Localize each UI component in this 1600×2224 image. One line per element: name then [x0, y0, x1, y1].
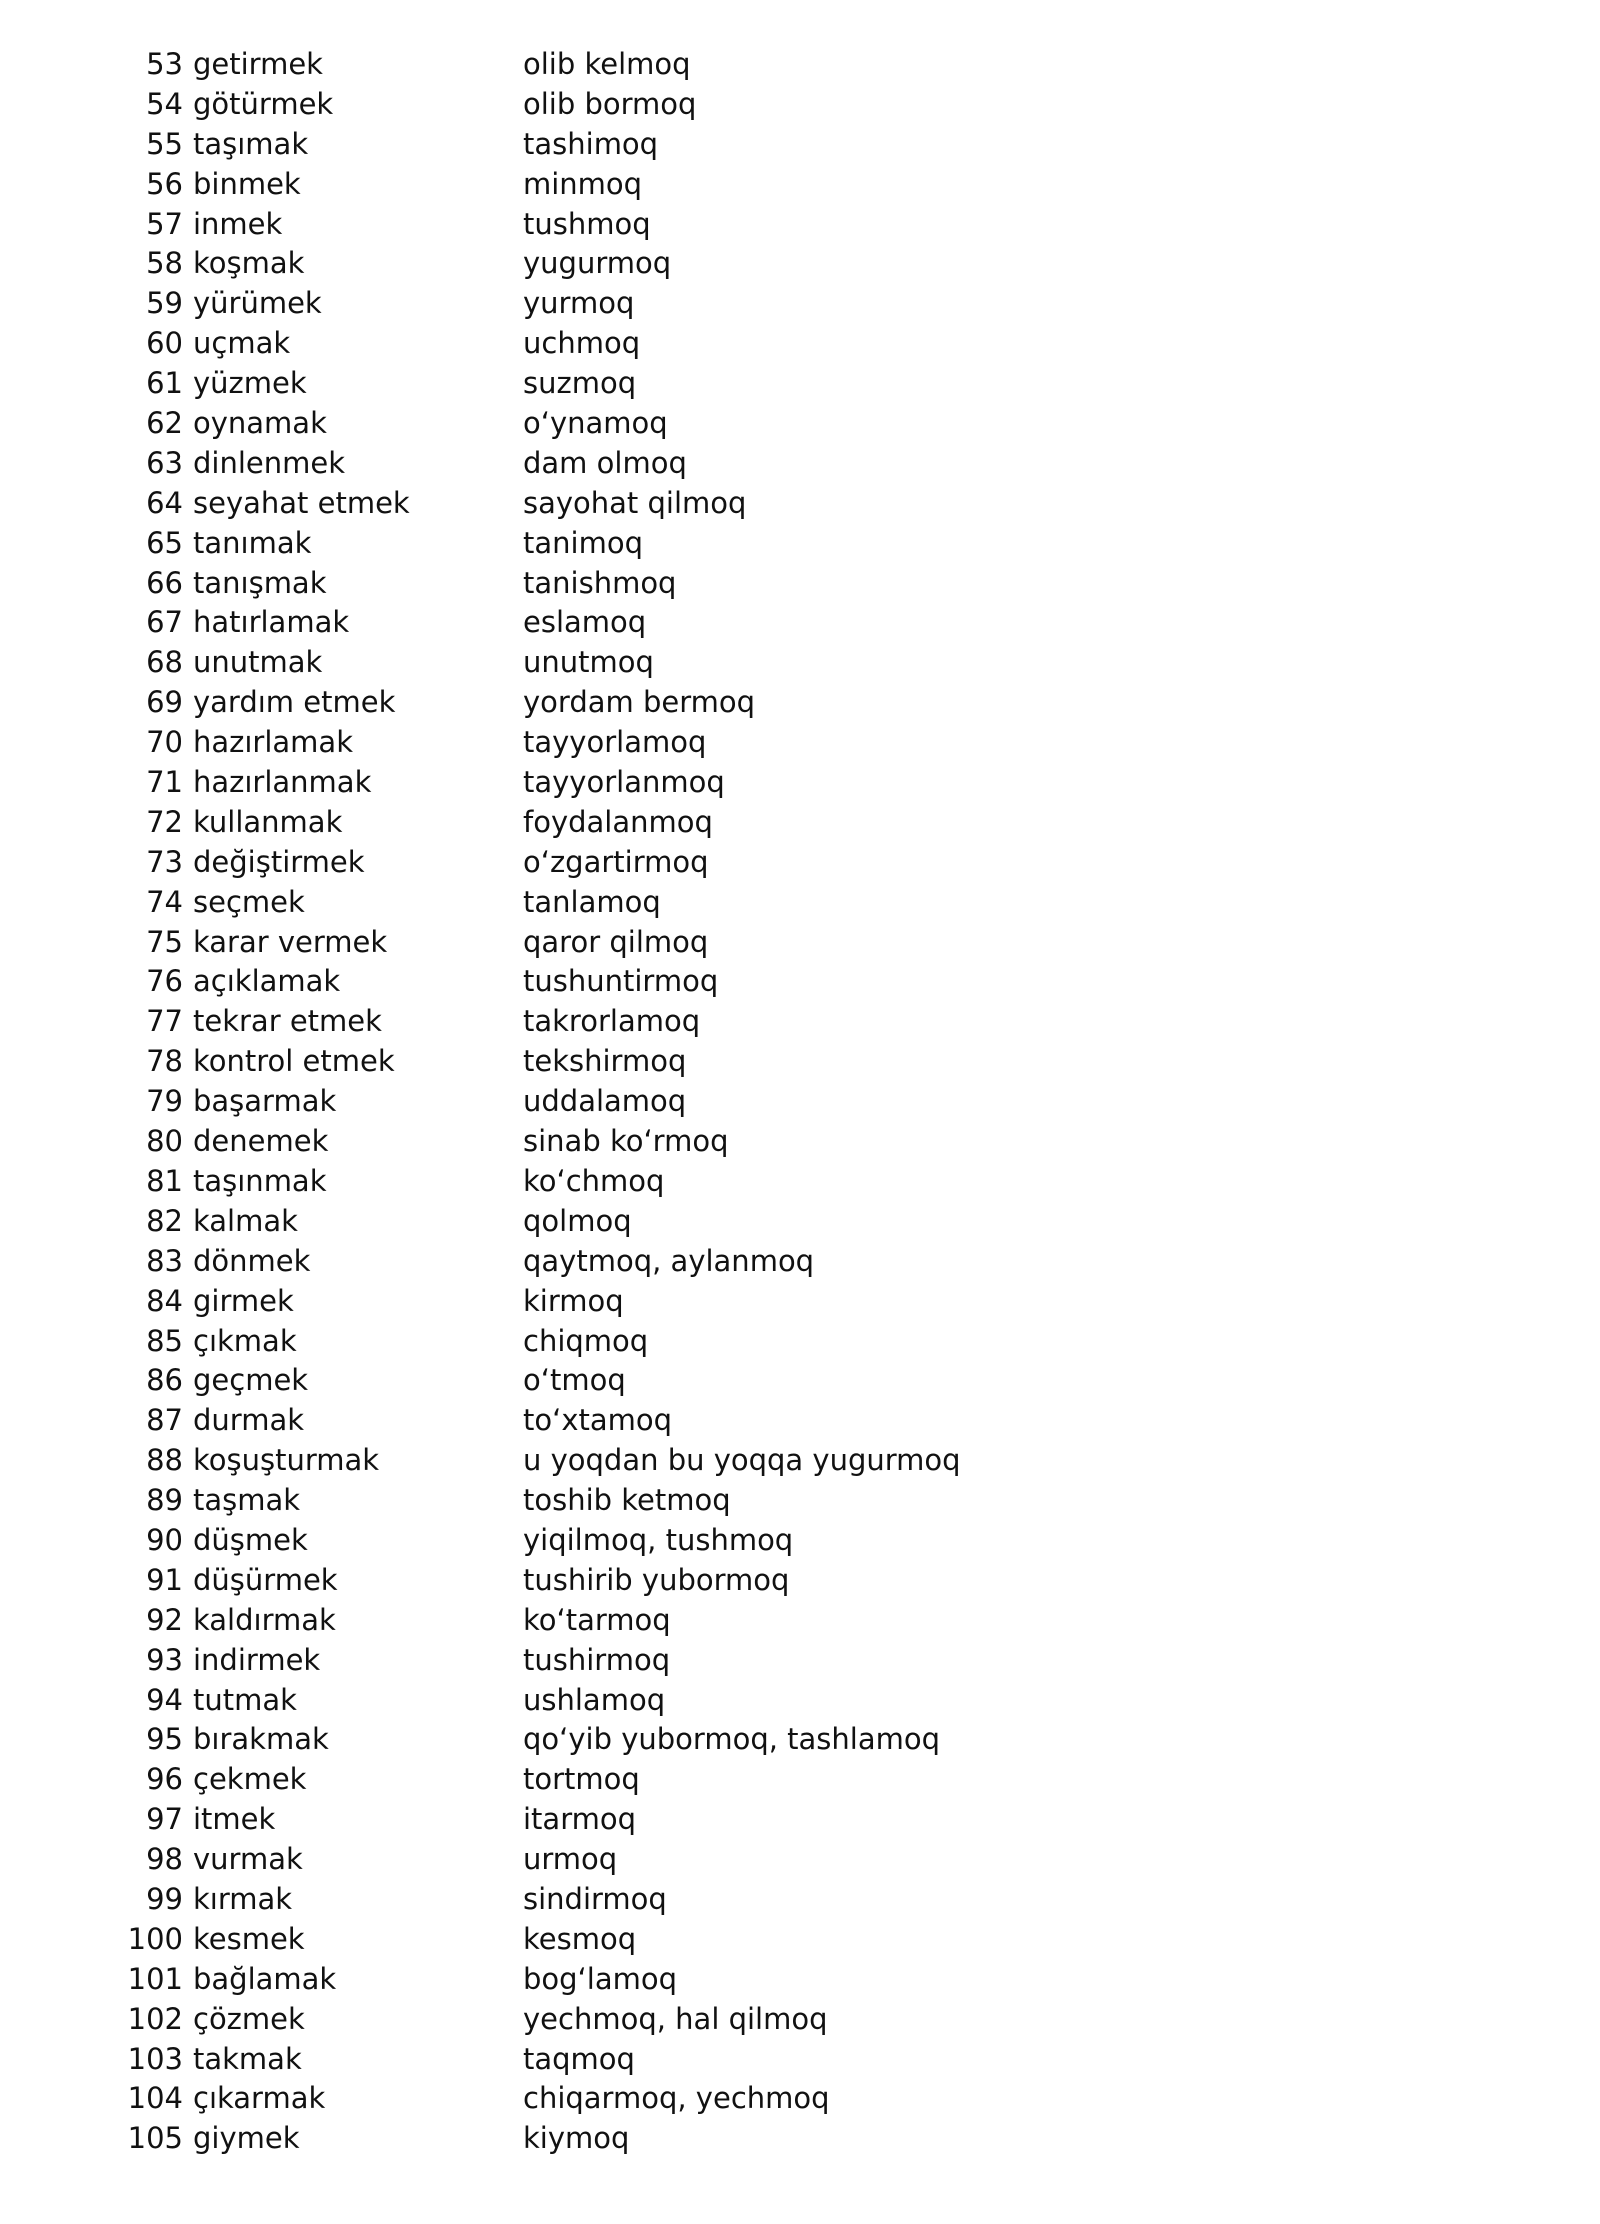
- uzbek-translation: qolmoq: [523, 1203, 632, 1238]
- entry-number: 94: [146, 1682, 183, 1717]
- turkish-word: kesmek: [193, 1921, 305, 1956]
- entry-number: 55: [146, 126, 183, 161]
- turkish-word: hatırlamak: [193, 605, 350, 640]
- turkish-word: yardım etmek: [193, 685, 396, 720]
- vocab-row: [0, 1122, 1600, 1162]
- entry-number: 90: [146, 1522, 183, 1557]
- vocabulary-list: [0, 45, 1600, 2159]
- uzbek-translation: ko‘tarmoq: [523, 1602, 671, 1637]
- turkish-word: düşmek: [193, 1522, 308, 1557]
- turkish-word: kalmak: [193, 1203, 298, 1238]
- turkish-word: çıkarmak: [193, 2081, 326, 2116]
- turkish-word: taşınmak: [193, 1163, 327, 1198]
- turkish-word: dinlenmek: [193, 445, 346, 480]
- turkish-word: girmek: [193, 1283, 294, 1318]
- uzbek-translation: tushmoq: [523, 206, 651, 241]
- entry-number: 77: [146, 1004, 183, 1039]
- vocab-row: [0, 683, 1600, 723]
- vocab-row: [0, 564, 1600, 604]
- vocab-row: [0, 1322, 1600, 1362]
- entry-number: 101: [127, 1961, 183, 1996]
- turkish-word: itmek: [193, 1802, 276, 1837]
- turkish-word: karar vermek: [193, 924, 388, 959]
- turkish-word: çıkmak: [193, 1323, 297, 1358]
- uzbek-translation: takrorlamoq: [523, 1004, 701, 1039]
- uzbek-translation: o‘zgartirmoq: [523, 844, 709, 879]
- turkish-word: inmek: [193, 206, 283, 241]
- vocab-row: [0, 2119, 1600, 2159]
- vocab-row: [0, 1760, 1600, 1800]
- vocab-row: [0, 643, 1600, 683]
- turkish-word: götürmek: [193, 86, 334, 121]
- entry-number: 64: [146, 485, 183, 520]
- turkish-word: indirmek: [193, 1642, 321, 1677]
- entry-number: 59: [146, 286, 183, 321]
- entry-number: 58: [146, 246, 183, 281]
- vocab-row: [0, 1681, 1600, 1721]
- vocab-row: [0, 803, 1600, 843]
- vocab-row: [0, 1920, 1600, 1960]
- vocab-row: [0, 2079, 1600, 2119]
- entry-number: 75: [146, 924, 183, 959]
- vocab-row: [0, 364, 1600, 404]
- entry-number: 74: [146, 884, 183, 919]
- vocab-row: [0, 1042, 1600, 1082]
- turkish-word: bırakmak: [193, 1722, 329, 1757]
- uzbek-translation: bog‘lamoq: [523, 1961, 678, 1996]
- uzbek-translation: yiqilmoq, tushmoq: [523, 1522, 794, 1557]
- vocab-row: [0, 1361, 1600, 1401]
- uzbek-translation: qaror qilmoq: [523, 924, 709, 959]
- vocab-row: [0, 843, 1600, 883]
- uzbek-translation: qaytmoq, aylanmoq: [523, 1243, 815, 1278]
- vocab-row: [0, 244, 1600, 284]
- vocab-row: [0, 1800, 1600, 1840]
- uzbek-translation: suzmoq: [523, 366, 637, 401]
- entry-number: 70: [146, 725, 183, 760]
- entry-number: 103: [127, 2041, 183, 2076]
- turkish-word: kırmak: [193, 1881, 293, 1916]
- uzbek-translation: tayyorlanmoq: [523, 765, 725, 800]
- entry-number: 72: [146, 804, 183, 839]
- entry-number: 68: [146, 645, 183, 680]
- entry-number: 104: [127, 2081, 183, 2116]
- turkish-word: getirmek: [193, 47, 323, 81]
- turkish-word: yürümek: [193, 286, 322, 321]
- uzbek-translation: tanlamoq: [523, 884, 661, 919]
- entry-number: 102: [127, 2001, 183, 2036]
- uzbek-translation: olib kelmoq: [523, 47, 691, 81]
- turkish-word: binmek: [193, 166, 301, 201]
- uzbek-translation: eslamoq: [523, 605, 647, 640]
- turkish-word: geçmek: [193, 1363, 309, 1398]
- entry-number: 91: [146, 1562, 183, 1597]
- uzbek-translation: qo‘yib yubormoq, tashlamoq: [523, 1722, 941, 1757]
- turkish-word: taşmak: [193, 1483, 301, 1518]
- vocab-row: [0, 1162, 1600, 1202]
- entry-number: 79: [146, 1084, 183, 1119]
- vocab-row: [0, 85, 1600, 125]
- uzbek-translation: o‘ynamoq: [523, 406, 668, 441]
- uzbek-translation: unutmoq: [523, 645, 654, 680]
- entry-number: 92: [146, 1602, 183, 1637]
- turkish-word: kaldırmak: [193, 1602, 336, 1637]
- entry-number: 82: [146, 1203, 183, 1238]
- uzbek-translation: tushirmoq: [523, 1642, 671, 1677]
- entry-number: 56: [146, 166, 183, 201]
- entry-number: 66: [146, 565, 183, 600]
- vocab-row: [0, 923, 1600, 963]
- turkish-word: seçmek: [193, 884, 305, 919]
- turkish-word: vurmak: [193, 1842, 303, 1877]
- vocab-row: [0, 1481, 1600, 1521]
- entry-number: 71: [146, 765, 183, 800]
- entry-number: 88: [146, 1443, 183, 1478]
- uzbek-translation: sayohat qilmoq: [523, 485, 747, 520]
- vocab-row: [0, 165, 1600, 205]
- turkish-word: değiştirmek: [193, 844, 365, 879]
- vocab-row: [0, 404, 1600, 444]
- uzbek-translation: tushuntirmoq: [523, 964, 719, 999]
- uzbek-translation: yugurmoq: [523, 246, 672, 281]
- turkish-word: uçmak: [193, 326, 291, 361]
- vocab-row: [0, 444, 1600, 484]
- vocab-row: [0, 1282, 1600, 1322]
- uzbek-translation: yurmoq: [523, 286, 635, 321]
- entry-number: 69: [146, 685, 183, 720]
- entry-number: 83: [146, 1243, 183, 1278]
- uzbek-translation: tanishmoq: [523, 565, 677, 600]
- vocab-row: [0, 1082, 1600, 1122]
- entry-number: 61: [146, 366, 183, 401]
- uzbek-translation: u yoqdan bu yoqqa yugurmoq: [523, 1443, 961, 1478]
- uzbek-translation: kiymoq: [523, 2121, 630, 2156]
- turkish-word: giymek: [193, 2121, 300, 2156]
- turkish-word: taşımak: [193, 126, 309, 161]
- entry-number: 93: [146, 1642, 183, 1677]
- vocab-row: [0, 484, 1600, 524]
- turkish-word: yüzmek: [193, 366, 307, 401]
- entry-number: 99: [146, 1881, 183, 1916]
- uzbek-translation: chiqmoq: [523, 1323, 649, 1358]
- entry-number: 57: [146, 206, 183, 241]
- vocab-row: [0, 603, 1600, 643]
- vocab-row: [0, 1202, 1600, 1242]
- uzbek-translation: uddalamoq: [523, 1084, 687, 1119]
- entry-number: 80: [146, 1124, 183, 1159]
- vocab-row: [0, 2040, 1600, 2080]
- turkish-word: takmak: [193, 2041, 302, 2076]
- entry-number: 95: [146, 1722, 183, 1757]
- vocab-row: [0, 1401, 1600, 1441]
- uzbek-translation: uchmoq: [523, 326, 641, 361]
- entry-number: 63: [146, 445, 183, 480]
- turkish-word: tutmak: [193, 1682, 297, 1717]
- uzbek-translation: tayyorlamoq: [523, 725, 707, 760]
- turkish-word: durmak: [193, 1403, 305, 1438]
- entry-number: 53: [146, 47, 183, 81]
- entry-number: 54: [146, 86, 183, 121]
- turkish-word: tanışmak: [193, 565, 327, 600]
- vocab-row: [0, 1960, 1600, 2000]
- uzbek-translation: taqmoq: [523, 2041, 635, 2076]
- uzbek-translation: foydalanmoq: [523, 804, 713, 839]
- uzbek-translation: toshib ketmoq: [523, 1483, 731, 1518]
- entry-number: 87: [146, 1403, 183, 1438]
- uzbek-translation: urmoq: [523, 1842, 618, 1877]
- turkish-word: açıklamak: [193, 964, 341, 999]
- entry-number: 60: [146, 326, 183, 361]
- turkish-word: kullanmak: [193, 804, 343, 839]
- entry-number: 89: [146, 1483, 183, 1518]
- turkish-word: düşürmek: [193, 1562, 338, 1597]
- vocab-row: [0, 205, 1600, 245]
- entry-number: 96: [146, 1762, 183, 1797]
- turkish-word: tanımak: [193, 525, 312, 560]
- vocab-row: [0, 883, 1600, 923]
- vocab-row: [0, 1720, 1600, 1760]
- uzbek-translation: sinab ko‘rmoq: [523, 1124, 729, 1159]
- turkish-word: dönmek: [193, 1243, 311, 1278]
- turkish-word: bağlamak: [193, 1961, 337, 1996]
- uzbek-translation: kirmoq: [523, 1283, 624, 1318]
- uzbek-translation: ushlamoq: [523, 1682, 666, 1717]
- turkish-word: hazırlanmak: [193, 765, 372, 800]
- entry-number: 98: [146, 1842, 183, 1877]
- entry-number: 78: [146, 1044, 183, 1079]
- uzbek-translation: itarmoq: [523, 1802, 637, 1837]
- turkish-word: koşuşturmak: [193, 1443, 380, 1478]
- vocab-row: [0, 284, 1600, 324]
- vocab-row: [0, 1840, 1600, 1880]
- uzbek-translation: tashimoq: [523, 126, 659, 161]
- turkish-word: çekmek: [193, 1762, 307, 1797]
- vocab-row: [0, 1002, 1600, 1042]
- uzbek-translation: minmoq: [523, 166, 643, 201]
- vocab-row: [0, 45, 1600, 85]
- vocab-row: [0, 1641, 1600, 1681]
- turkish-word: koşmak: [193, 246, 305, 281]
- turkish-word: tekrar etmek: [193, 1004, 382, 1039]
- uzbek-translation: yordam bermoq: [523, 685, 756, 720]
- turkish-word: denemek: [193, 1124, 329, 1159]
- uzbek-translation: sindirmoq: [523, 1881, 667, 1916]
- turkish-word: çözmek: [193, 2001, 305, 2036]
- uzbek-translation: o‘tmoq: [523, 1363, 626, 1398]
- uzbek-translation: tortmoq: [523, 1762, 640, 1797]
- vocab-row: [0, 324, 1600, 364]
- entry-number: 65: [146, 525, 183, 560]
- uzbek-translation: tushirib yubormoq: [523, 1562, 790, 1597]
- vocab-row: [0, 1561, 1600, 1601]
- uzbek-translation: chiqarmoq, yechmoq: [523, 2081, 830, 2116]
- vocab-row: [0, 723, 1600, 763]
- entry-number: 86: [146, 1363, 183, 1398]
- vocab-row: [0, 524, 1600, 564]
- uzbek-translation: tanimoq: [523, 525, 643, 560]
- entry-number: 105: [127, 2121, 183, 2156]
- uzbek-translation: dam olmoq: [523, 445, 687, 480]
- turkish-word: kontrol etmek: [193, 1044, 395, 1079]
- vocab-row: [0, 1242, 1600, 1282]
- vocab-row: [0, 2000, 1600, 2040]
- turkish-word: seyahat etmek: [193, 485, 410, 520]
- vocab-row: [0, 125, 1600, 165]
- entry-number: 62: [146, 406, 183, 441]
- uzbek-translation: kesmoq: [523, 1921, 637, 1956]
- entry-number: 100: [127, 1921, 183, 1956]
- uzbek-translation: tekshirmoq: [523, 1044, 687, 1079]
- turkish-word: başarmak: [193, 1084, 337, 1119]
- uzbek-translation: to‘xtamoq: [523, 1403, 673, 1438]
- uzbek-translation: ko‘chmoq: [523, 1163, 665, 1198]
- turkish-word: oynamak: [193, 406, 327, 441]
- turkish-word: hazırlamak: [193, 725, 353, 760]
- entry-number: 85: [146, 1323, 183, 1358]
- vocab-row: [0, 1880, 1600, 1920]
- entry-number: 76: [146, 964, 183, 999]
- turkish-word: unutmak: [193, 645, 323, 680]
- vocab-row: [0, 962, 1600, 1002]
- vocab-row: [0, 1441, 1600, 1481]
- entry-number: 73: [146, 844, 183, 879]
- uzbek-translation: yechmoq, hal qilmoq: [523, 2001, 828, 2036]
- entry-number: 97: [146, 1802, 183, 1837]
- uzbek-translation: olib bormoq: [523, 86, 697, 121]
- vocab-row: [0, 1601, 1600, 1641]
- entry-number: 81: [146, 1163, 183, 1198]
- vocab-row: [0, 763, 1600, 803]
- vocab-row: [0, 1521, 1600, 1561]
- entry-number: 67: [146, 605, 183, 640]
- entry-number: 84: [146, 1283, 183, 1318]
